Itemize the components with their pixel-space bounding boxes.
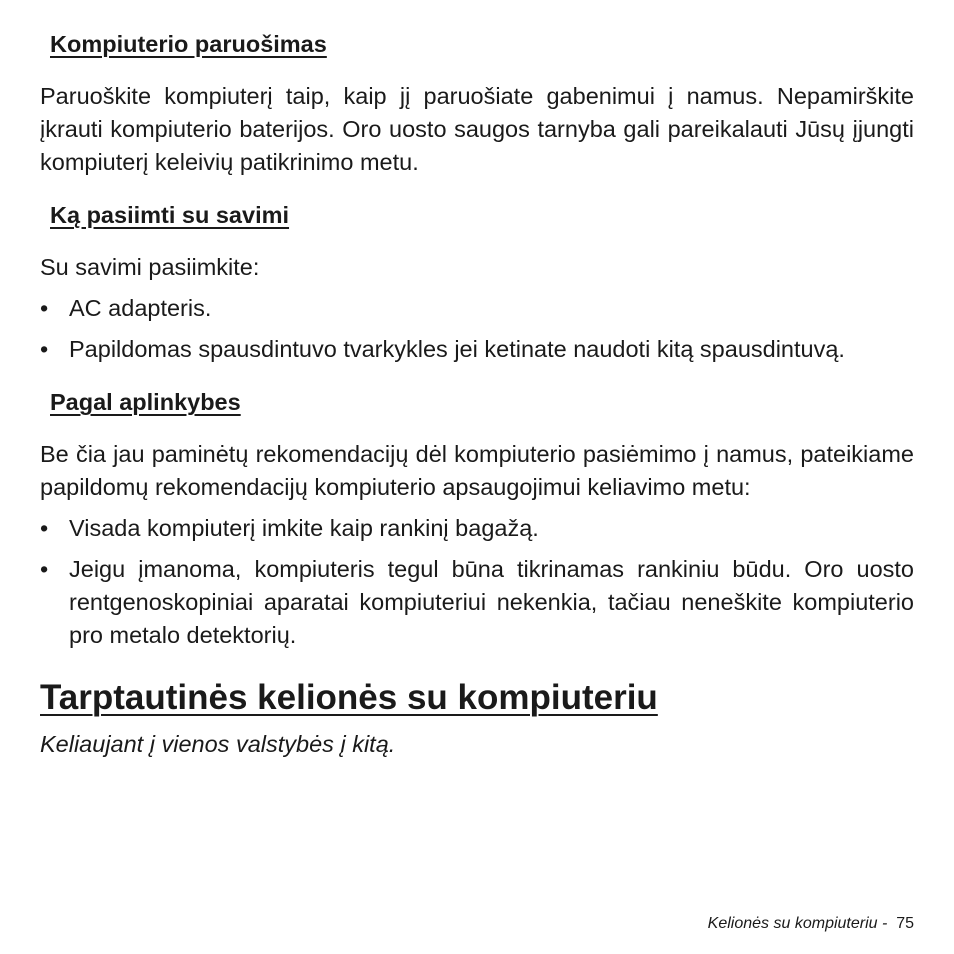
list-item [40,292,914,325]
section-paragraph-circumstances: Be čia jau paminėtų rekomendacijų dėl kompiuterio pasiėmimo į namus, pateikiame papildomų rekomendacijų kompiuterio apsaugojimui keliavimo metu: [40,441,914,500]
bullet-list-what-to-take [40,292,914,366]
bullet-icon: • [40,295,49,321]
section-heading-circumstances: Pagal aplinkybes [50,389,241,415]
section-heading-what-to-take: Ką pasiimti su savimi [50,202,290,228]
list-item [40,333,914,366]
list-item-text: Papildomas spausdintuvo tvarkykles jei ketinate naudoti kitą spausdintuvą. [69,336,845,362]
main-subtitle: Keliaujant į vienos valstybės į kitą. [40,731,396,757]
document-page [40,30,914,761]
bullet-list-circumstances [40,512,914,652]
list-item-text: Visada kompiuterį imkite kaip rankinį bagažą. [69,515,539,541]
bullet-icon: • [40,515,49,541]
list-item-text: AC adapteris. [69,295,212,321]
list-item [40,553,914,652]
page-number: 75 [896,915,914,932]
bullet-icon: • [40,556,49,582]
main-heading: Tarptautinės kelionės su kompiuteriu [40,678,658,717]
list-item [40,512,914,545]
section-heading-preparation: Kompiuterio paruošimas [50,31,327,57]
bullet-icon: • [40,336,49,362]
list-item-text: Jeigu įmanoma, kompiuteris tegul būna tikrinamas rankiniu būdu. Oro uosto rentgenoskopiniai aparatai kompiuteriui nekenkia, tačiau neneškite kompiuterio pro metalo detektorių. [69,556,914,648]
page-footer [708,915,914,933]
section-paragraph-preparation: Paruoškite kompiuterį taip, kaip jį paruošiate gabenimui į namus. Nepamirškite įkrauti kompiuterio baterijos. Oro uosto saugos tarnyba gali pareikalauti Jūsų įjungti kompiuterį keleivių patikrinimo metu. [40,83,914,175]
section-paragraph-what-to-take: Su savimi pasiimkite: [40,254,260,280]
footer-label: Kelionės su kompiuteriu - [707,915,897,932]
